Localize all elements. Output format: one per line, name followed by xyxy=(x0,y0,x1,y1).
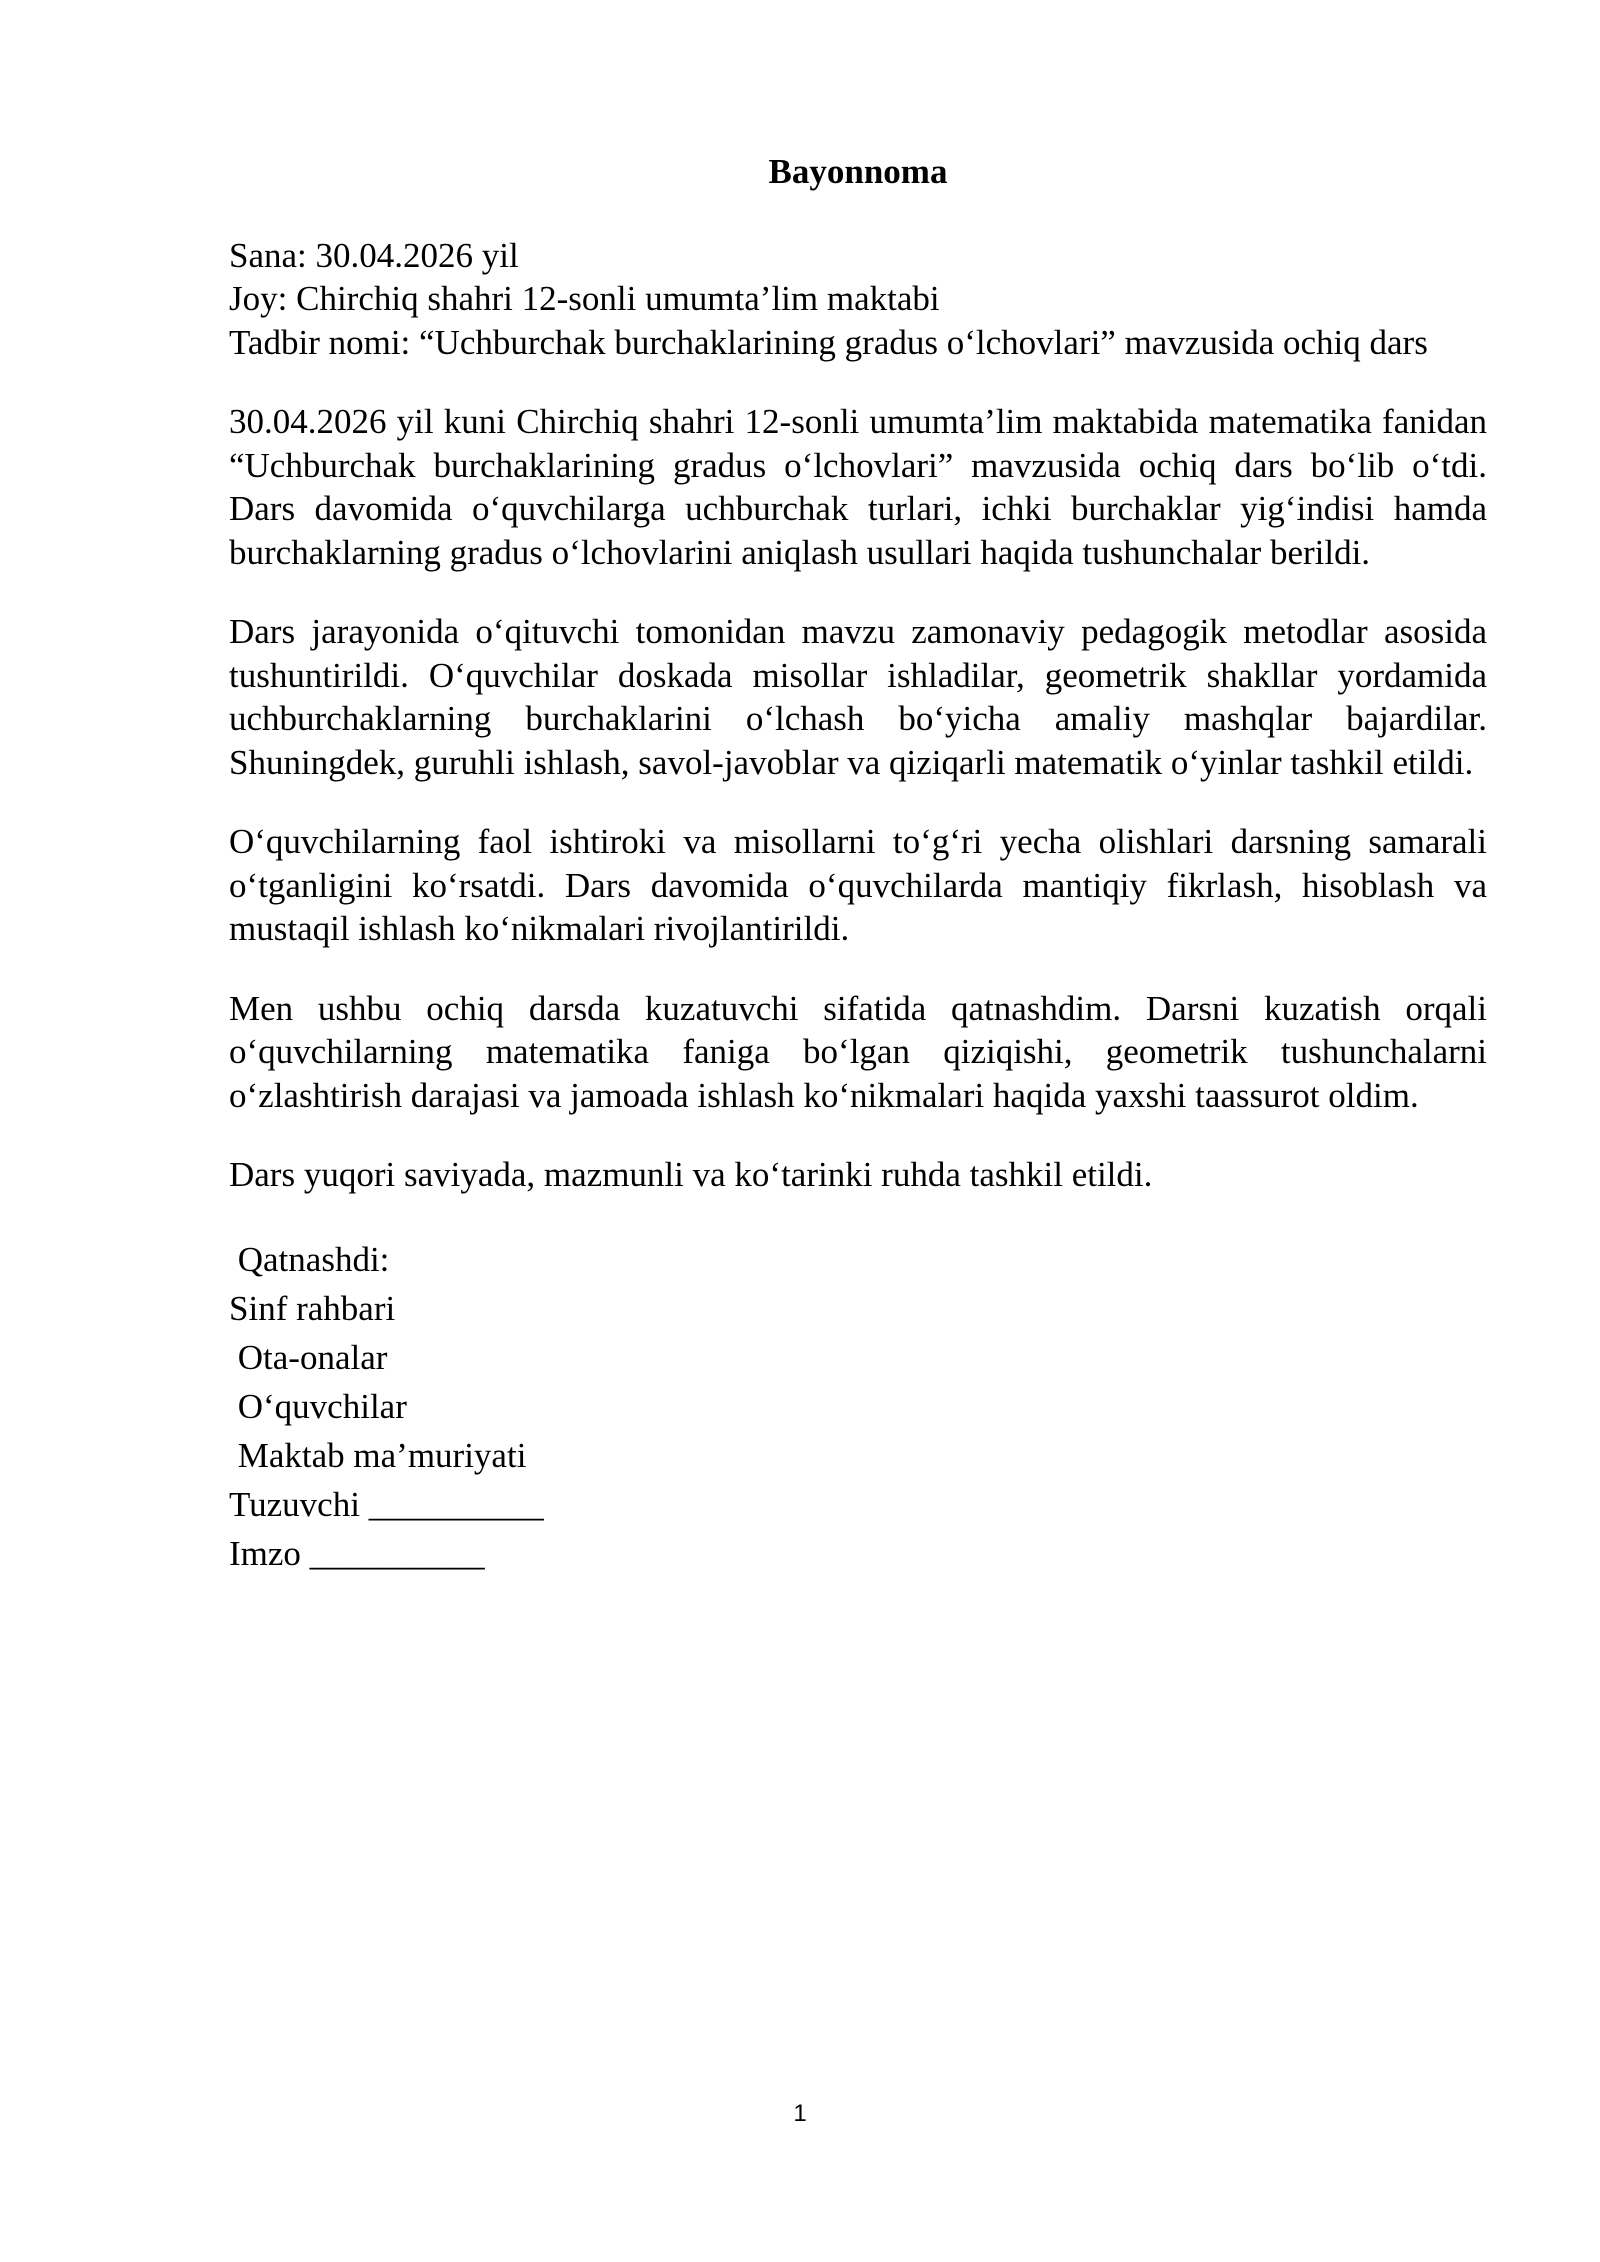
body-paragraph: Dars jarayonida o‘qituvchi tomonidan mavzu zamonaviy pedagogik metodlar asosida tushuntirildi. O‘quvchilar doskada misollar ishladilar, geometrik shakllar yordamida uchburchaklarning burchaklarini o‘lchash bo‘yicha amaliy mashqlar bajardilar. Shuningdek, guruhli ishlash, savol-javoblar va qiziqarli matematik o‘yinlar tashkil etildi. xyxy=(229,612,1487,782)
participants-block xyxy=(229,1235,1487,1578)
document-title: Bayonnoma xyxy=(768,152,948,191)
participants-heading: Qatnashdi: xyxy=(229,1239,390,1279)
document-content xyxy=(229,150,1487,1578)
page-number: 1 xyxy=(793,2100,807,2127)
body-paragraph: O‘quvchilarning faol ishtiroki va misollarni to‘g‘ri yecha olishlari darsning samarali o‘tganligini ko‘rsatdi. Dars davomida o‘quvchilarda mantiqiy fikrlash, hisoblash va mustaqil ishlash ko‘nikmalari rivojlantirildi. xyxy=(229,822,1487,948)
meta-date: Sana: 30.04.2026 yil xyxy=(229,235,519,275)
body-paragraph: 30.04.2026 yil kuni Chirchiq shahri 12-sonli umumta’lim maktabida matematika fanidan “Uchburchak burchaklarining gradus o‘lchovlari” mavzusida ochiq dars bo‘lib o‘tdi. Dars davomida o‘quvchilarga uchburchak turlari, ichki burchaklar yig‘indisi hamda burchaklarning gradus o‘lchovlarini aniqlash usullari haqida tushunchalar berildi. xyxy=(229,402,1487,572)
meta-event: Tadbir nomi: “Uchburchak burchaklarining gradus o‘lchovlari” mavzusida ochiq dars xyxy=(229,322,1428,362)
body-paragraph: Dars yuqori saviyada, mazmunli va ko‘tarinki ruhda tashkil etildi. xyxy=(229,1155,1153,1194)
signature-line: Imzo __________ xyxy=(229,1533,485,1573)
body-paragraph: Men ushbu ochiq darsda kuzatuvchi sifatida qatnashdim. Darsni kuzatish orqali o‘quvchilarning matematika faniga bo‘lgan qiziqishi, geometrik tushunchalarni o‘zlashtirish darajasi va jamoada ishlash ko‘nikmalari haqida yaxshi taassurot oldim. xyxy=(229,988,1487,1115)
participant-item: O‘quvchilar xyxy=(229,1386,407,1426)
document-meta xyxy=(229,234,1487,365)
participant-item: Sinf rahbari xyxy=(229,1288,396,1328)
compiler-signature-line: Tuzuvchi __________ xyxy=(229,1484,544,1524)
participant-item: Maktab ma’muriyati xyxy=(229,1435,527,1475)
meta-place: Joy: Chirchiq shahri 12-sonli umumta’lim maktabi xyxy=(229,279,940,318)
participant-item: Ota-onalar xyxy=(229,1337,388,1377)
